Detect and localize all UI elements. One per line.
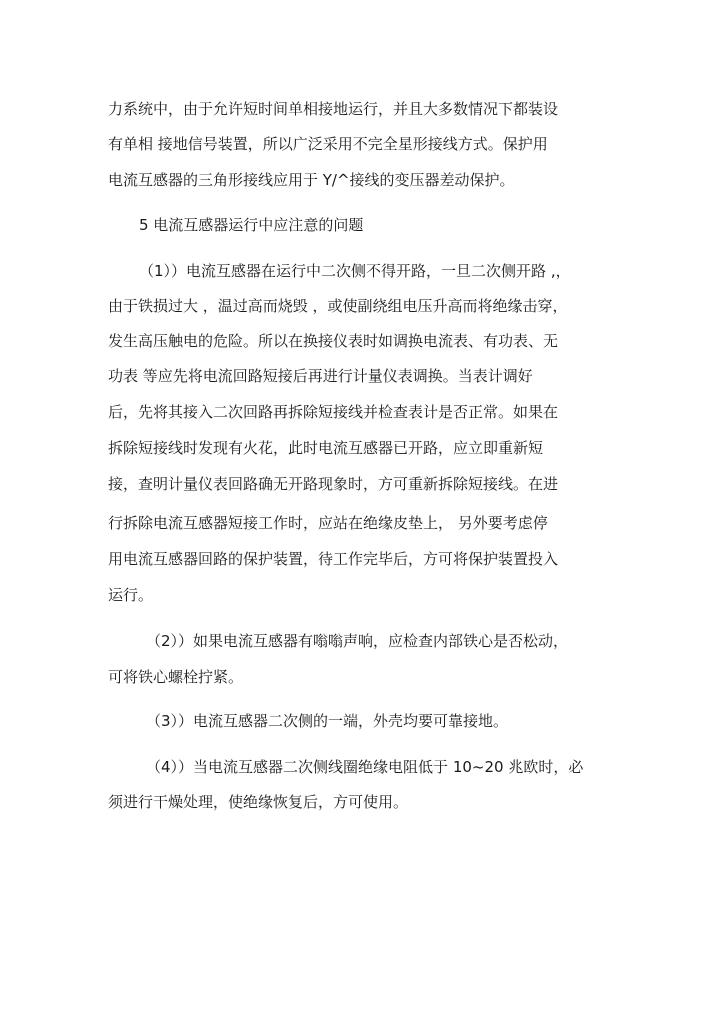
text-line: （1））电流互感器在运行中二次侧不得开路，一旦二次侧开路 ,， — [139, 262, 571, 280]
text-line: （2））如果电流互感器有嗡嗡声响，应检查内部铁心是否松动， — [146, 632, 569, 650]
text-line: 用电流互感器回路的保护装置，待工作完毕后，方可将保护装置投入 — [108, 550, 559, 568]
section-heading: 5 电流互感器运行中应注意的问题 — [139, 216, 364, 234]
text-line: 功表 等应先将电流回路短接后再进行计量仪表调换。当表计调好 — [108, 367, 533, 385]
text-line: （3））电流互感器二次侧的一端，外壳均要可靠接地。 — [146, 712, 509, 730]
text-line: 由于铁损过大 ，温过高而烧毁 ，或使副绕组电压升高而将绝缘击穿， — [108, 297, 568, 315]
text-line: 接，查明计量仪表回路确无开路现象时，方可重新拆除短接线。在进 — [108, 475, 559, 493]
text-line: 可将铁心螺栓拧紧。 — [108, 668, 244, 686]
text-line: 发生高压触电的危险。所以在换接仪表时如调换电流表、有功表、无 — [108, 332, 559, 350]
text-line: （4））当电流互感器二次侧线圈绝缘电阻低于 10~20 兆欧时，必 — [146, 758, 584, 776]
text-line: 有单相 接地信号装置，所以广泛采用不完全星形接线方式。保护用 — [108, 135, 548, 153]
text-line: 须进行干燥处理，使绝缘恢复后，方可使用。 — [108, 793, 409, 811]
text-line: 行拆除电流互感器短接工作时，应站在绝缘皮垫上， 另外要考虑停 — [108, 514, 548, 532]
text-line: 拆除短接线时发现有火花，此时电流互感器已开路，应立即重新短 — [108, 439, 544, 457]
text-line: 后，先将其接入二次回路再拆除短接线并检查表计是否正常。如果在 — [108, 403, 559, 421]
text-line: 电流互感器的三角形接线应用于 Y/^接线的变压器差动保护。 — [108, 171, 515, 189]
text-line: 运行。 — [108, 586, 154, 604]
text-line: 力系统中，由于允许短时间单相接地运行，并且大多数情况下都装设 — [108, 100, 559, 118]
